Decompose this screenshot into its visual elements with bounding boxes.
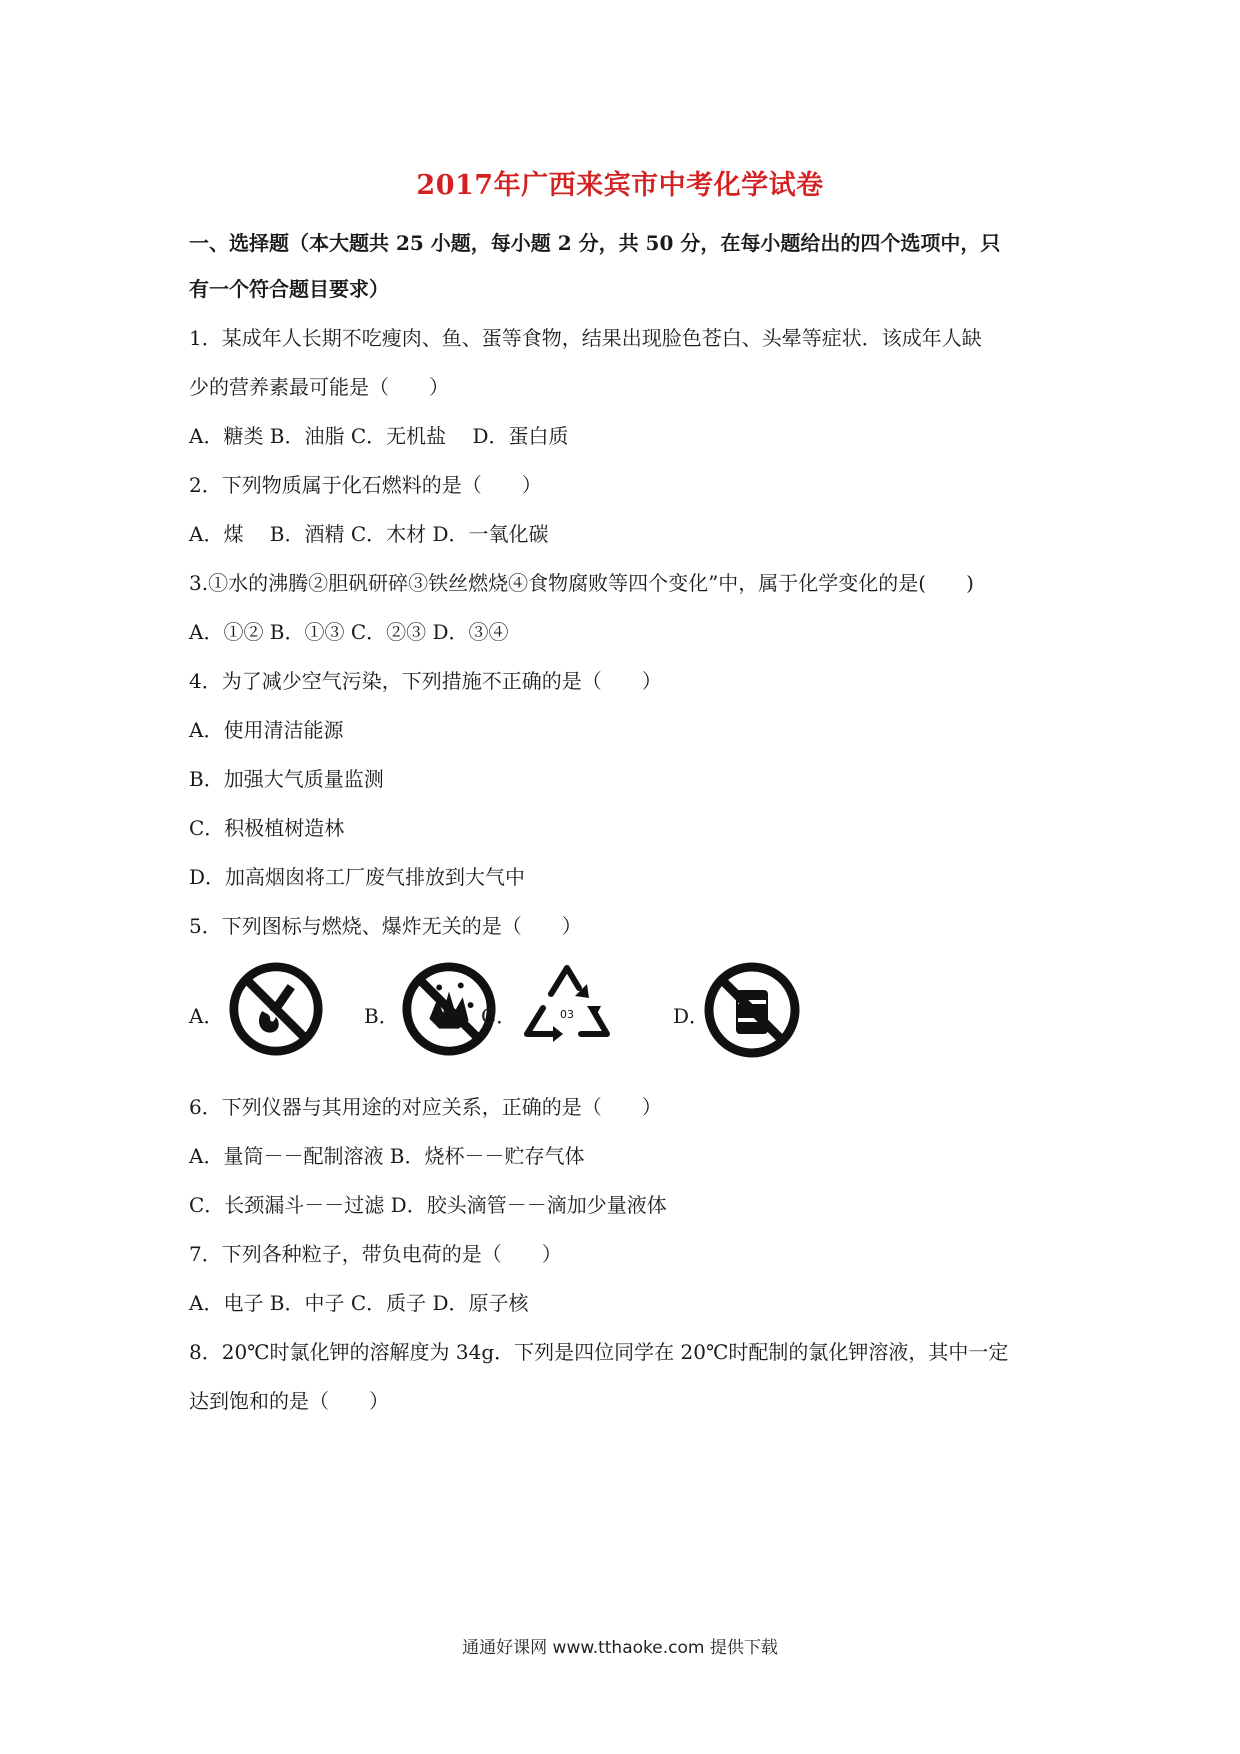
question-6-options-1: A．量筒－－配制溶液 B．烧杯－－贮存气体 <box>189 1144 585 1168</box>
question-4-option-c: C．积极植树造林 <box>189 816 345 840</box>
question-8-text: 8．20℃时氯化钾的溶解度为 34g．下列是四位同学在 20℃时配制的氯化钾溶液，其中一定 <box>189 1340 1009 1364</box>
option-d-label: D． <box>673 1004 710 1028</box>
question-4-option-d: D．加高烟囱将工厂废气排放到大气中 <box>189 865 526 889</box>
recycle-icon <box>517 960 617 1056</box>
no-flammables-icon <box>702 960 802 1060</box>
question-4-option-b: B．加强大气质量监测 <box>189 767 384 791</box>
question-6-options-2: C．长颈漏斗－－过滤 D．胶头滴管－－滴加少量液体 <box>189 1193 667 1217</box>
question-1-options: A．糖类 B．油脂 C．无机盐 D．蛋白质 <box>189 424 569 448</box>
question-7-text: 7．下列各种粒子，带负电荷的是（ ） <box>189 1242 562 1266</box>
question-4-text: 4．为了减少空气污染，下列措施不正确的是（ ） <box>189 669 662 693</box>
question-6-text: 6．下列仪器与其用途的对应关系，正确的是（ ） <box>189 1095 662 1119</box>
question-7-options: A．电子 B．中子 C．质子 D．原子核 <box>189 1291 529 1315</box>
page-footer: 通通好课网 www.tthaoke.com 提供下载 <box>462 1638 778 1658</box>
section-heading-line2: 有一个符合题目要求） <box>189 277 389 301</box>
option-b-label: B． <box>364 1004 399 1028</box>
question-4-option-a: A．使用清洁能源 <box>189 718 344 742</box>
question-8-text-cont: 达到饱和的是（ ） <box>189 1389 389 1413</box>
question-1-text-cont: 少的营养素最可能是（ ） <box>189 375 449 399</box>
question-1-text: 1．某成年人长期不吃瘦肉、鱼、蛋等食物，结果出现脸色苍白、头晕等症状．该成年人缺 <box>189 326 982 350</box>
question-5-text: 5．下列图标与燃烧、爆炸无关的是（ ） <box>189 914 582 938</box>
question-2-text: 2．下列物质属于化石燃料的是（ ） <box>189 473 542 497</box>
no-smoking-icon <box>227 960 325 1058</box>
recycle-code-text: 03 <box>560 1008 574 1021</box>
question-3-options: A．①② B．①③ C．②③ D．③④ <box>189 620 509 644</box>
question-3-text: 3.①水的沸腾②胆矾研碎③铁丝燃烧④食物腐败等四个变化”中，属于化学变化的是( ) <box>189 571 974 595</box>
option-a-label: A． <box>189 1004 224 1028</box>
section-heading-line1: 一、选择题（本大题共 25 小题，每小题 2 分，共 50 分，在每小题给出的四个选项中，只 <box>189 231 1001 255</box>
page-title: 2017年广西来宾市中考化学试卷 <box>416 170 824 201</box>
question-2-options: A．煤 B．酒精 C．木材 D．一氧化碳 <box>189 522 549 546</box>
question-5-icon-options <box>189 960 809 1070</box>
option-c-label: C． <box>481 1004 517 1028</box>
